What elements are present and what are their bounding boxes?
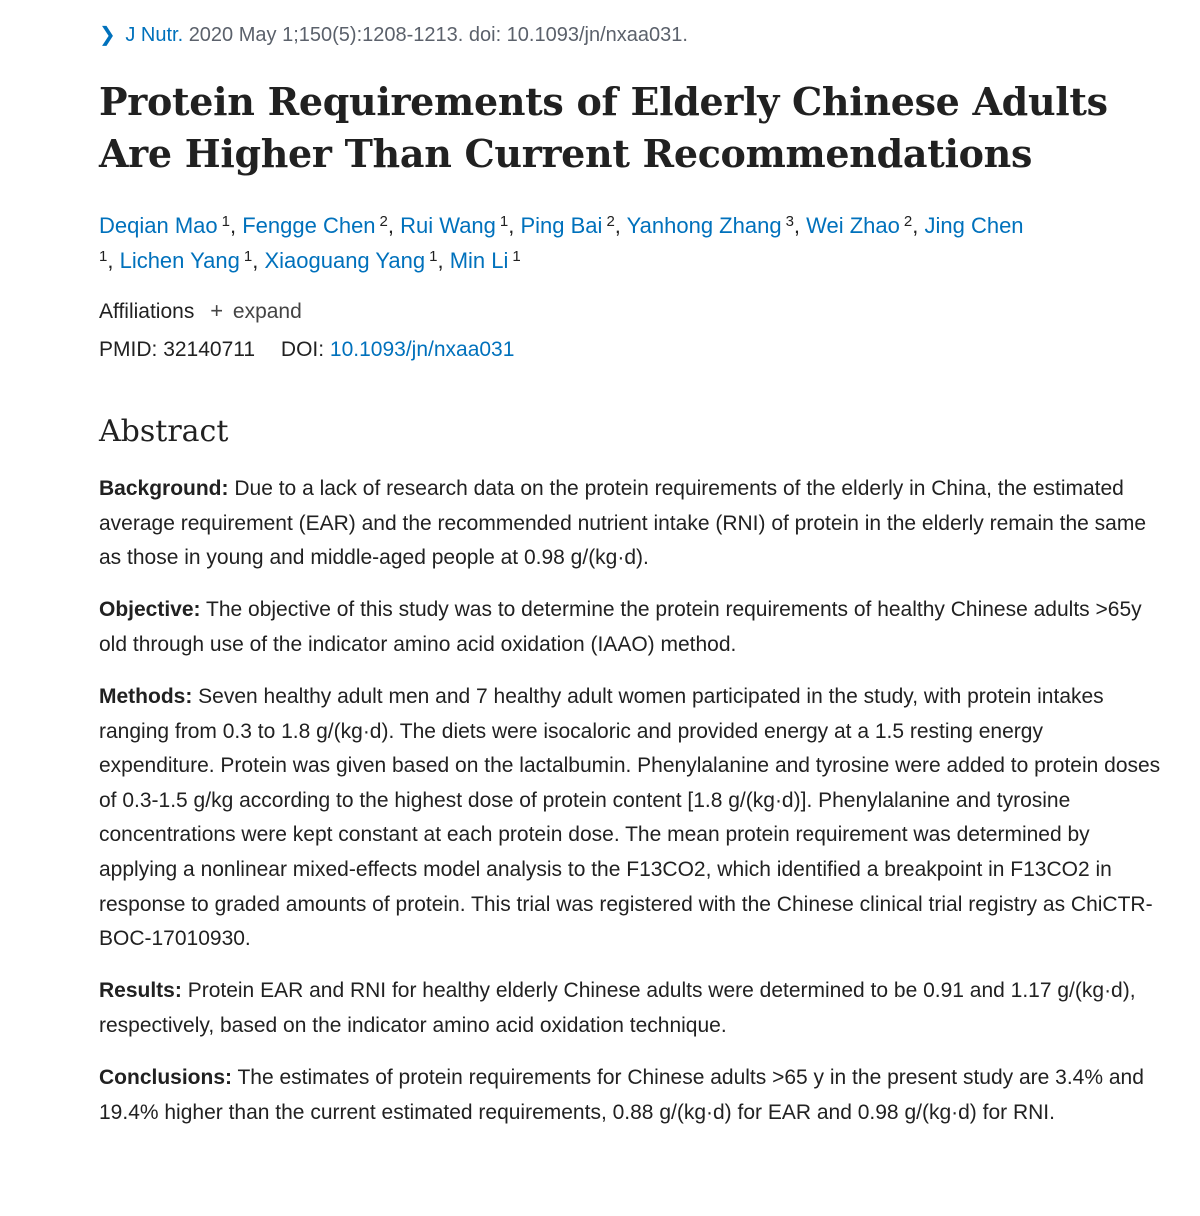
abstract-paragraph: [99, 472, 1161, 576]
affiliations-row: [99, 297, 302, 326]
plus-icon: +: [210, 298, 224, 323]
abstract-heading: Abstract: [99, 414, 229, 449]
affiliation-number[interactable]: 2: [606, 213, 615, 230]
author-link[interactable]: Lichen Yang: [119, 248, 240, 273]
article-title: Protein Requirements of Elderly Chinese Adults Are Higher Than Current Recommendations: [99, 79, 1108, 176]
doi-label: DOI:: [280, 338, 325, 361]
author-item: $^1$,: [99, 248, 120, 273]
affiliation-number[interactable]: 1: [221, 213, 230, 230]
affiliation-number[interactable]: 2: [903, 213, 913, 230]
affiliation-number[interactable]: 1: [429, 248, 438, 265]
abstract-section-label: Results:: [99, 979, 182, 1003]
abstract-paragraph: [99, 974, 1161, 1043]
author-item: Deqian Mao $^1$,: [99, 213, 243, 238]
author-link[interactable]: Deqian Mao: [99, 213, 218, 238]
author-link[interactable]: Yanhong Zhang: [626, 213, 782, 238]
author-item: Fengge Chen $^2$,: [242, 213, 401, 238]
author-item: [924, 213, 1023, 238]
author-list: [99, 208, 1159, 278]
affiliations-label: Affiliations: [99, 300, 195, 323]
abstract-section-label: Conclusions:: [99, 1065, 233, 1089]
author-item: Rui Wang $^1$,: [400, 213, 521, 238]
pmid-label: PMID:: [99, 338, 158, 361]
abstract-section-text: The estimates of protein requirements for Chinese adults >65 y in the present study are 3.4% and 19.4% higher than the current estimated requirements, 0.88 g/(kg·d) for EAR and 0.98 g/(kg·d) for RNI.: [99, 1065, 1144, 1124]
article-identifiers: [99, 336, 514, 364]
journal-citation: [99, 22, 688, 48]
author-item: Wei Zhao $^2$,: [806, 213, 925, 238]
author-item: [450, 248, 521, 273]
pmid-value: 32140711: [163, 338, 256, 361]
author-link[interactable]: Xiaoguang Yang: [264, 248, 426, 273]
affiliation-number[interactable]: 1: [99, 248, 108, 265]
affiliation-number[interactable]: 3: [785, 213, 794, 230]
abstract-section-label: Objective:: [99, 598, 201, 622]
citation-details: 2020 May 1;150(5):1208-1213. doi: 10.1093/jn/nxaa031.: [188, 24, 688, 46]
abstract-paragraph: [99, 593, 1161, 662]
abstract-section-text: Protein EAR and RNI for healthy elderly Chinese adults were determined to be 0.91 and 1.17 g/(kg·d), respectively, based on the indicator amino acid oxidation technique.: [99, 979, 1136, 1037]
chevron-right-icon[interactable]: ❯: [99, 24, 116, 46]
expand-label: expand: [232, 300, 302, 323]
abstract-content: [99, 472, 1161, 1148]
author-link[interactable]: Ping Bai: [520, 213, 603, 238]
journal-link[interactable]: J Nutr.: [125, 24, 184, 46]
author-link[interactable]: Jing Chen: [924, 213, 1024, 238]
author-item: Yanhong Zhang $^3$,: [626, 213, 807, 238]
abstract-section-text: The objective of this study was to determine the protein requirements of healthy Chinese adults >65y old through use of the indicator amino acid oxidation (IAAO) method.: [99, 598, 1142, 656]
abstract-section-label: Background:: [99, 477, 229, 500]
author-link[interactable]: Wei Zhao: [806, 213, 900, 238]
affiliation-number[interactable]: 1: [499, 213, 509, 230]
abstract-paragraph: [99, 1061, 1161, 1130]
affiliation-number[interactable]: 1: [243, 248, 253, 265]
abstract-section-label: Methods:: [99, 684, 193, 708]
author-link[interactable]: Rui Wang: [400, 213, 496, 238]
author-item: Lichen Yang $^1$,: [119, 248, 265, 273]
author-item: Xiaoguang Yang $^1$,: [264, 248, 450, 273]
affiliation-number[interactable]: 2: [379, 213, 388, 230]
affiliation-number[interactable]: 1: [512, 248, 521, 265]
doi-link[interactable]: 10.1093/jn/nxaa031: [329, 338, 515, 361]
expand-affiliations-button[interactable]: [210, 300, 302, 323]
abstract-paragraph: [99, 680, 1161, 957]
author-link[interactable]: Min Li: [449, 248, 509, 273]
abstract-section-text: Seven healthy adult men and 7 healthy adult women participated in the study, with protein intakes ranging from 0.3 to 1.8 g/(kg·d). The diets were isocaloric and provided energy at a 1.5 resting energy expenditure. Protein was given based on the lactalbumin. Phenylalanine and tyrosine were added to protein doses of 0.3-1.5 g/kg according to the highest dose of protein content [1.8 g/(kg·d)]. Phenylalanine and tyrosine concentrations were kept constant at each protein dose. The mean protein requirement was determined by applying a nonlinear mixed-effects model analysis to the F13CO2, which identified a breakpoint in F13CO2 in response to graded amounts of protein. This trial was registered with the Chinese clinical trial registry as ChiCTR-BOC-17010930.: [99, 684, 1161, 951]
author-item: Ping Bai $^2$,: [520, 213, 627, 238]
author-link[interactable]: Fengge Chen: [242, 213, 376, 238]
abstract-section-text: Due to a lack of research data on the protein requirements of the elderly in China, the estimated average requirement (EAR) and the recommended nutrient intake (RNI) of protein in the elderly remain the same as those in young and middle-aged people at 0.98 g/(kg·d).: [99, 477, 1147, 570]
